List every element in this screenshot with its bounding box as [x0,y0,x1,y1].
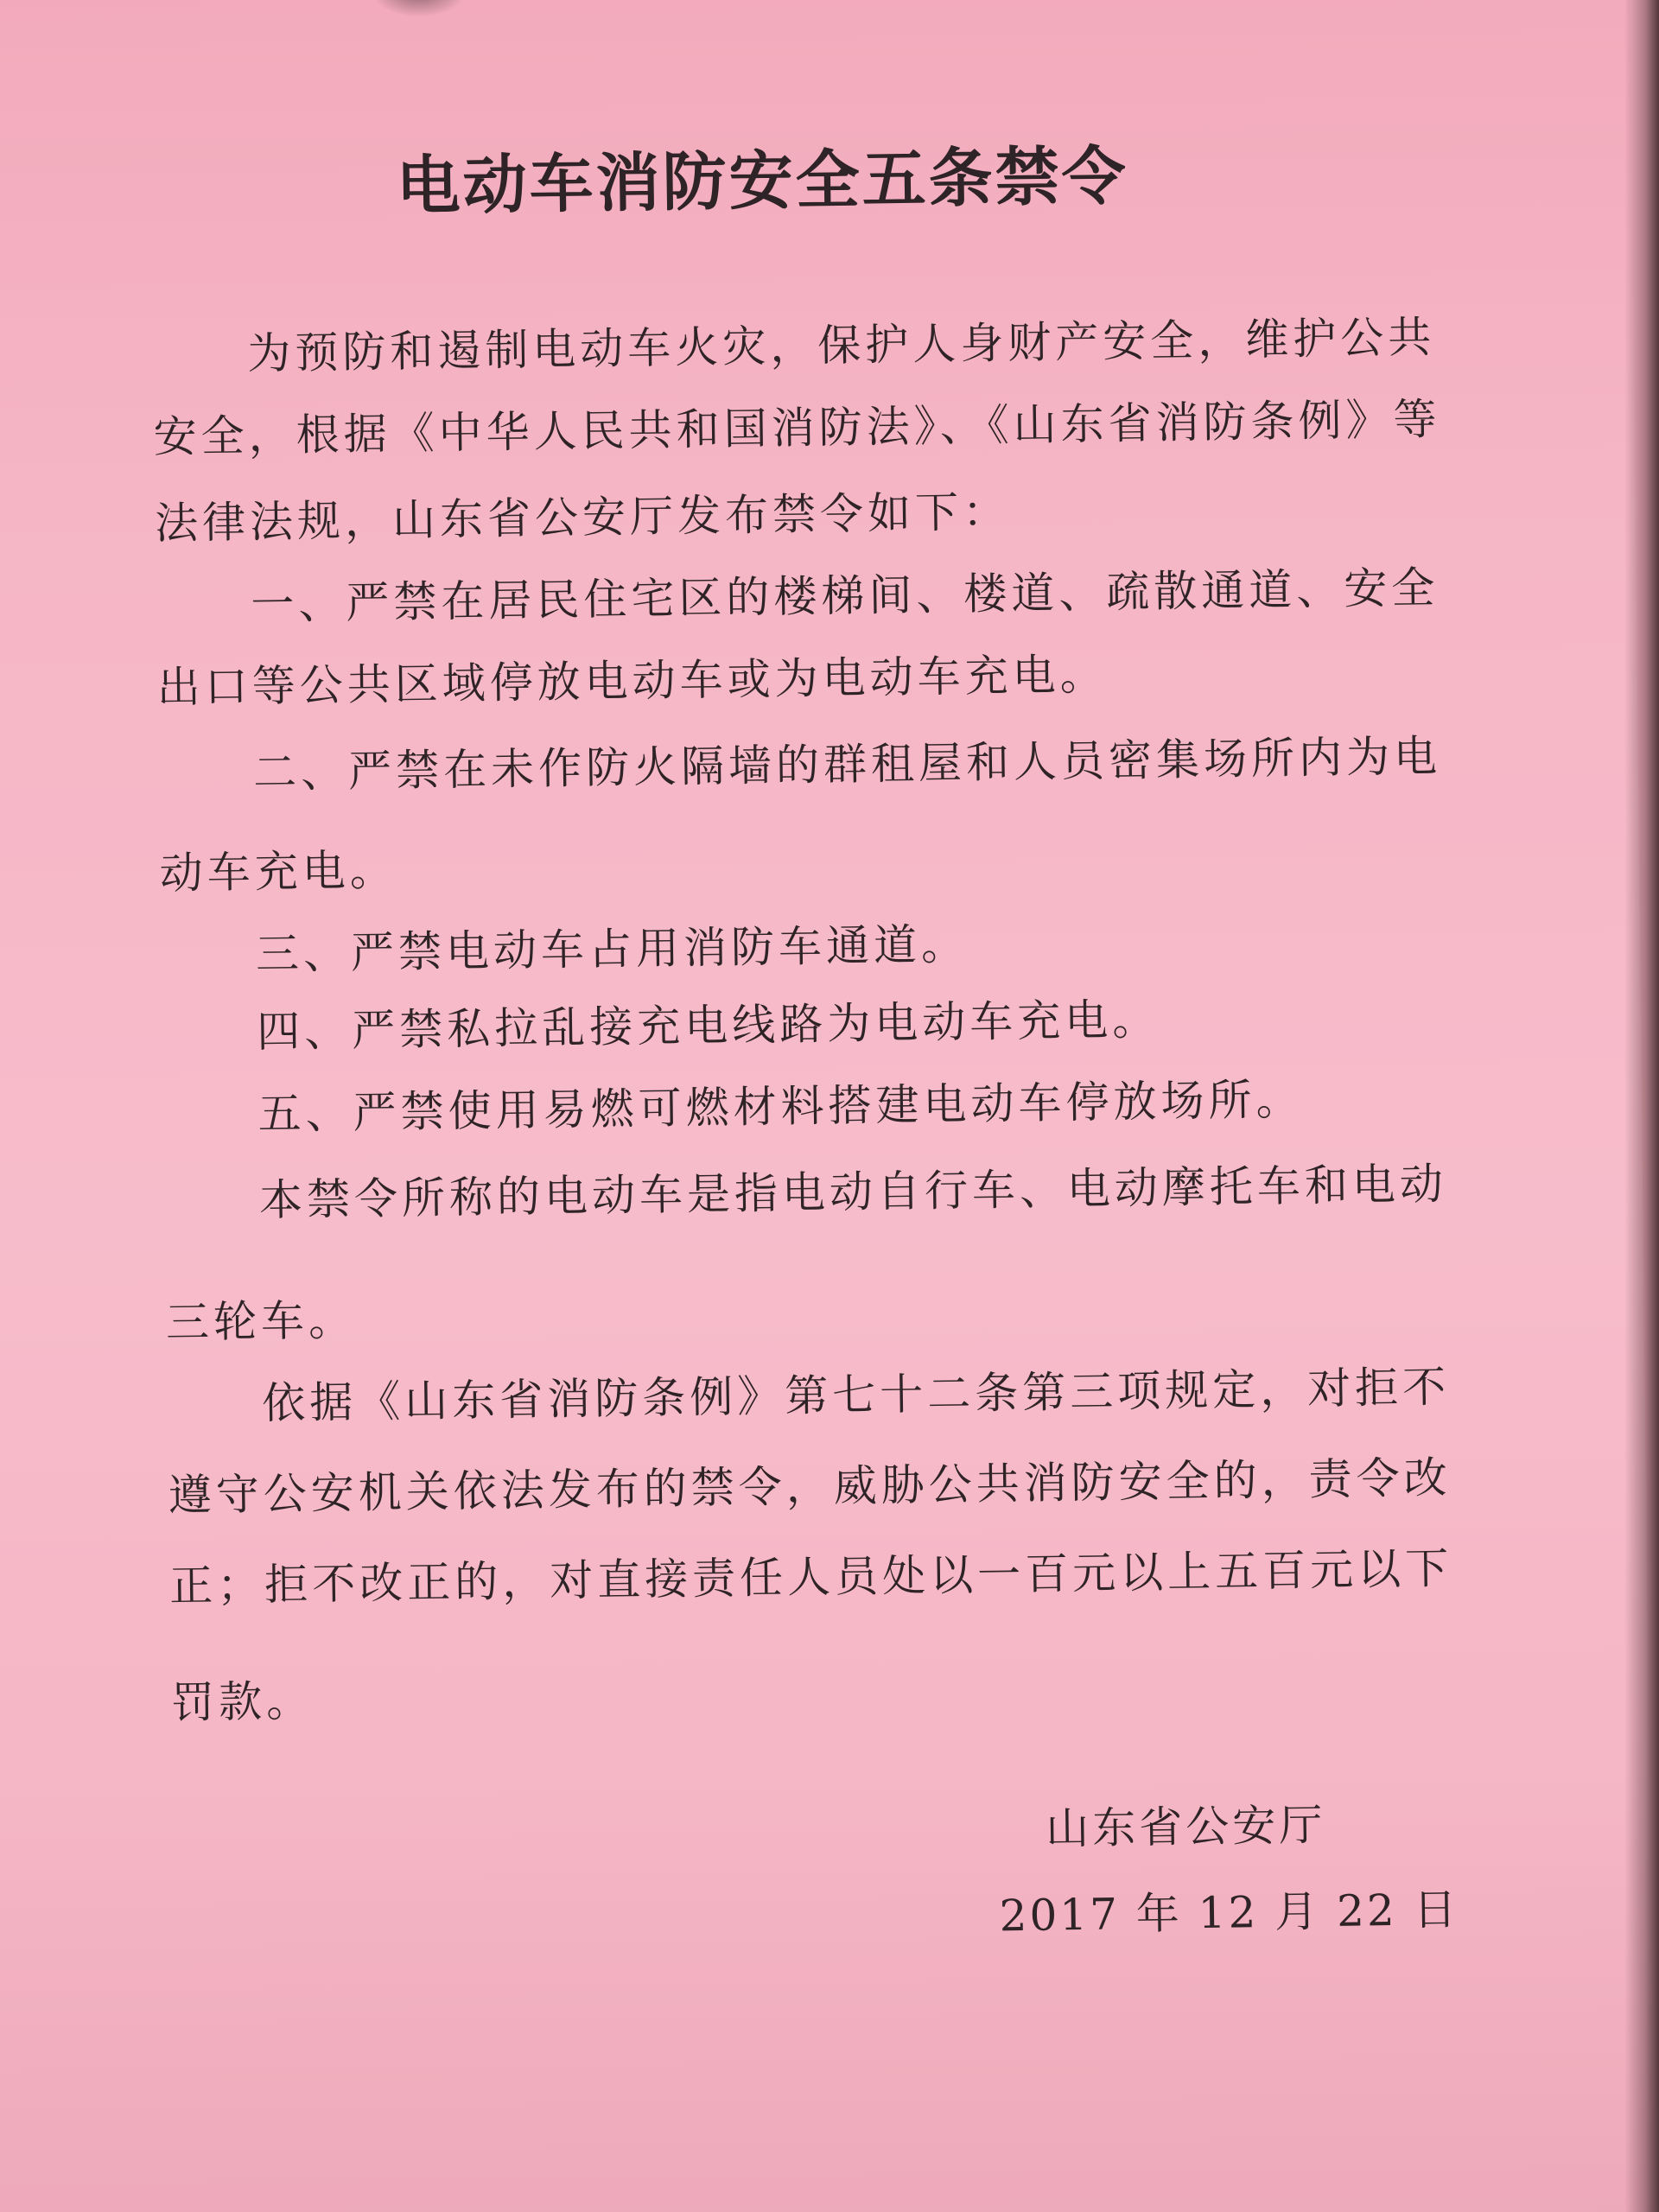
document-title: 电动车消防安全五条禁令 [396,139,1129,224]
body-line: 正；拒不改正的，对直接责任人员处以一百元以上五百元以下 [168,1543,1453,1611]
prohibition-one: 一、严禁在居民住宅区的楼梯间、楼道、疏散通道、安全 [250,563,1440,630]
definition-line: 本禁令所称的电动车是指电动自行车、电动摩托车和电动 [258,1159,1448,1226]
body-line: 三轮车。 [165,1294,357,1348]
issuer-signature: 山东省公安厅 [1045,1800,1326,1854]
body-line: 遵守公安机关依法发布的禁令，威胁公共消防安全的，责令改 [168,1452,1452,1521]
penalty-line: 依据《山东省消防条例》第七十二条第三项规定，对拒不 [261,1362,1451,1429]
body-line: 罚款。 [170,1675,315,1728]
prohibition-two: 二、严禁在未作防火隔墙的群租屋和人员密集场所内为电 [252,731,1442,798]
body-line: 安全，根据《中华人民共和国消防法》、《山东省消防条例》等 [153,394,1441,462]
prohibition-four: 四、严禁私拉乱接充电线路为电动车充电。 [256,994,1160,1058]
prohibition-five: 五、严禁使用易燃可燃材料搭建电动车停放场所。 [257,1074,1304,1140]
body-line: 法律法规，山东省公安厅发布禁令如下： [154,486,1011,549]
issue-date: 2017 年 12 月 22 日 [999,1884,1460,1942]
body-line: 动车充电。 [159,844,398,899]
body-line: 为预防和遏制电动车火灾，保护人身财产安全，维护公共 [246,312,1436,379]
body-line: 出口等公共区域停放电动车或为电动车充电。 [156,649,1109,713]
prohibition-three: 三、严禁电动车占用消防车通道。 [255,918,969,980]
